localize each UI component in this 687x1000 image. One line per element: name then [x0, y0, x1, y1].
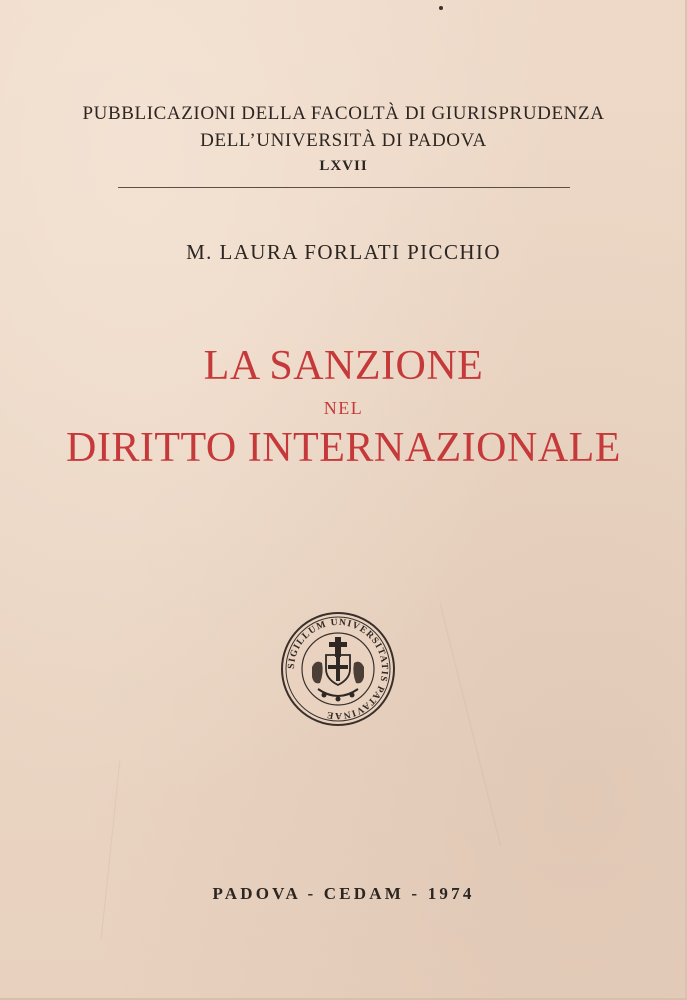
title-connector: NEL — [323, 398, 364, 418]
header-divider — [118, 187, 570, 188]
paper-crease — [101, 760, 121, 939]
university-seal-icon — [280, 611, 396, 727]
series-header — [0, 100, 687, 177]
title-line-1: LA SANZIONE — [203, 343, 484, 389]
paper-crease — [440, 604, 501, 847]
series-line-2: DELL’UNIVERSITÀ DI PADOVA — [200, 130, 487, 151]
publisher-imprint: PADOVA - CEDAM - 1974 — [212, 884, 475, 903]
author-name: M. LAURA FORLATI PICCHIO — [186, 240, 501, 264]
seal-legend: SIGILLUM UNIVERSITATIS PATAVINAE — [286, 617, 390, 721]
title-line-2: DIRITTO INTERNAZIONALE — [66, 425, 621, 471]
paper-speck — [439, 6, 443, 10]
series-number: LXVII — [319, 158, 368, 174]
book-title — [0, 343, 687, 471]
series-line-1: PUBBLICAZIONI DELLA FACOLTÀ DI GIURISPRUDENZA — [82, 103, 605, 124]
